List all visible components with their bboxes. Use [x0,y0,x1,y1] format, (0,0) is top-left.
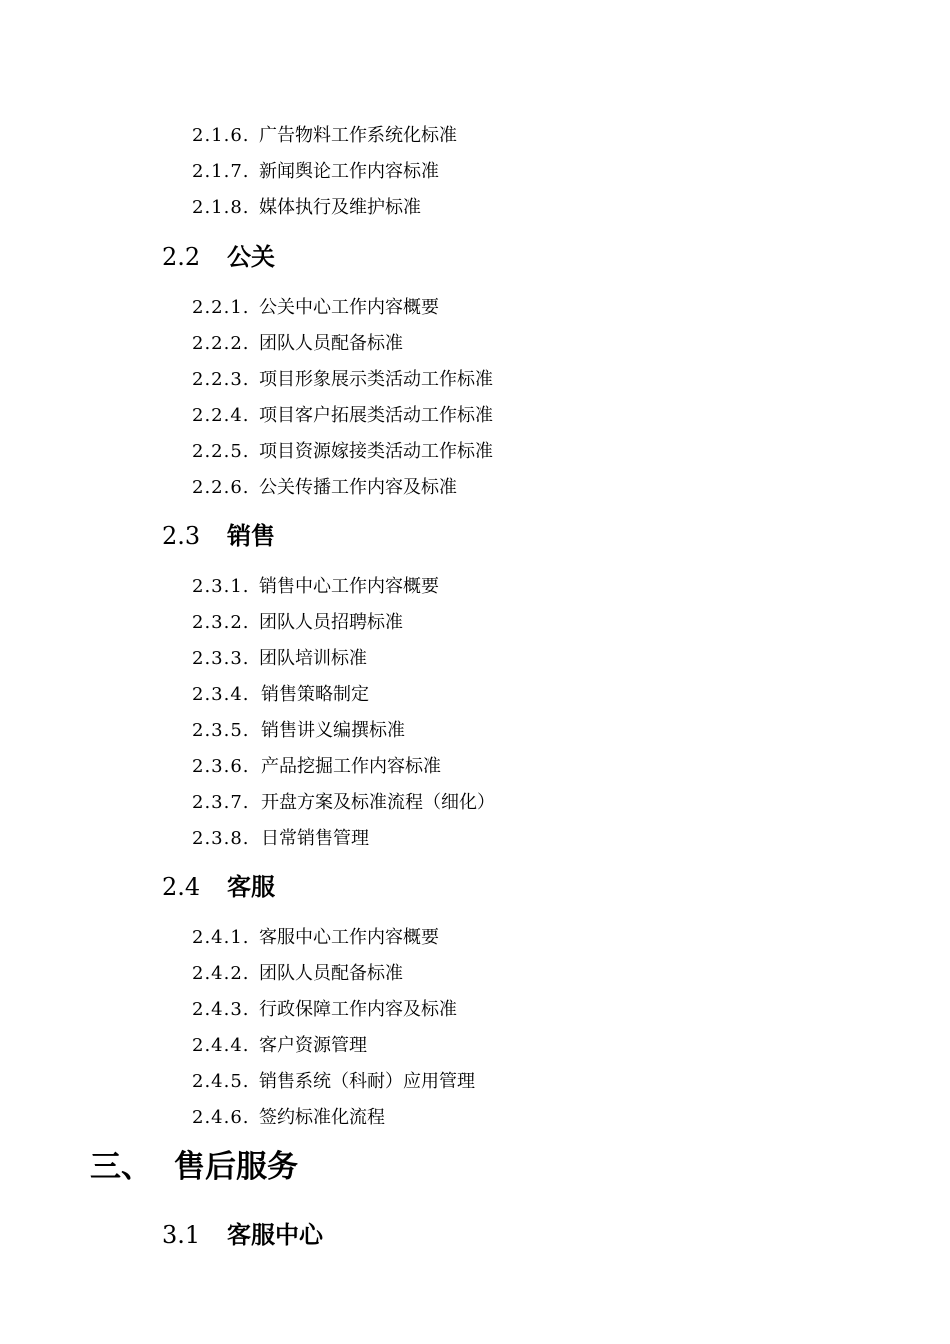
toc-entry-2-4-2[interactable] [192,962,403,986]
section-heading-2-2[interactable] [162,241,275,273]
toc-entry-title: 团队培训标准 [259,648,367,669]
toc-entry-number: 2.2.1. [192,297,250,318]
toc-entry-number: 2.3.5. [192,720,250,741]
toc-entry-title: 销售策略制定 [261,684,369,705]
toc-entry-2-3-8[interactable] [192,827,369,851]
toc-entry-number: 2.1.6. [192,125,250,146]
toc-entry-2-3-6[interactable] [192,755,441,779]
toc-entry-title: 团队人员配备标准 [259,963,403,984]
toc-entry-title: 公关中心工作内容概要 [259,297,439,318]
toc-entry-2-1-8[interactable] [192,196,421,220]
toc-entry-title: 销售讲义编撰标准 [261,720,405,741]
toc-entry-number: 2.2.2. [192,333,250,354]
toc-entry-number: 2.4.4. [192,1035,250,1056]
toc-entry-2-2-5[interactable] [192,440,493,464]
toc-entry-2-3-5[interactable] [192,719,405,743]
toc-entry-2-4-5[interactable] [192,1070,475,1094]
toc-entry-2-2-1[interactable] [192,296,439,320]
toc-entry-2-4-1[interactable] [192,926,439,950]
toc-entry-title: 项目资源嫁接类活动工作标准 [259,441,493,462]
section-number: 2.4 [162,873,201,901]
section-title: 销售 [227,521,275,550]
toc-entry-title: 签约标准化流程 [259,1107,385,1128]
toc-entry-number: 2.3.7. [192,792,250,813]
toc-entry-number: 2.2.5. [192,441,250,462]
section-number: 3.1 [162,1221,201,1249]
toc-entry-title: 新闻舆论工作内容标准 [259,161,439,182]
toc-entry-2-3-2[interactable] [192,611,403,635]
toc-entry-2-1-7[interactable] [192,160,439,184]
toc-entry-title: 开盘方案及标准流程（细化） [261,792,495,813]
toc-entry-title: 媒体执行及维护标准 [259,197,421,218]
toc-entry-number: 2.3.3. [192,648,250,669]
toc-entry-number: 2.2.6. [192,477,250,498]
chapter-title: 售后服务 [174,1149,298,1185]
toc-entry-title: 客户资源管理 [259,1035,367,1056]
toc-entry-number: 2.2.4. [192,405,250,426]
toc-entry-2-2-2[interactable] [192,332,403,356]
toc-entry-title: 广告物料工作系统化标准 [259,125,457,146]
section-heading-3-1[interactable] [162,1219,323,1251]
toc-entry-number: 2.1.8. [192,197,250,218]
toc-entry-2-3-4[interactable] [192,683,369,707]
toc-entry-title: 产品挖掘工作内容标准 [261,756,441,777]
toc-entry-number: 2.1.7. [192,161,250,182]
toc-entry-2-4-4[interactable] [192,1034,367,1058]
toc-entry-title: 客服中心工作内容概要 [259,927,439,948]
toc-entry-2-3-7[interactable] [192,791,495,815]
toc-entry-2-4-3[interactable] [192,998,457,1022]
toc-entry-title: 日常销售管理 [261,828,369,849]
toc-entry-title: 团队人员配备标准 [259,333,403,354]
section-heading-2-4[interactable] [162,871,275,903]
section-title: 客服中心 [227,1220,323,1249]
toc-entry-number: 2.4.1. [192,927,250,948]
toc-entry-title: 团队人员招聘标准 [259,612,403,633]
section-title: 公关 [227,242,275,271]
toc-entry-title: 销售系统（科耐）应用管理 [259,1071,475,1092]
toc-entry-number: 2.4.2. [192,963,250,984]
toc-entry-number: 2.4.5. [192,1071,250,1092]
toc-entry-title: 项目客户拓展类活动工作标准 [259,405,493,426]
toc-entry-number: 2.2.3. [192,369,250,390]
toc-entry-number: 2.3.6. [192,756,250,777]
toc-entry-title: 行政保障工作内容及标准 [259,999,457,1020]
toc-entry-number: 2.3.1. [192,576,250,597]
toc-entry-number: 2.4.3. [192,999,250,1020]
toc-entry-title: 项目形象展示类活动工作标准 [259,369,493,390]
toc-entry-2-1-6[interactable] [192,124,457,148]
section-number: 2.2 [162,243,201,271]
toc-entry-number: 2.4.6. [192,1107,250,1128]
toc-entry-2-2-3[interactable] [192,368,493,392]
section-number: 2.3 [162,522,201,550]
toc-entry-2-2-4[interactable] [192,404,493,428]
chapter-heading-3[interactable] [90,1147,298,1187]
section-title: 客服 [227,872,275,901]
toc-entry-2-3-3[interactable] [192,647,367,671]
chapter-number: 三、 [90,1149,152,1185]
toc-entry-number: 2.3.2. [192,612,250,633]
section-heading-2-3[interactable] [162,520,275,552]
toc-entry-2-4-6[interactable] [192,1106,385,1130]
toc-entry-title: 公关传播工作内容及标准 [259,477,457,498]
toc-entry-number: 2.3.8. [192,828,250,849]
toc-entry-2-3-1[interactable] [192,575,439,599]
toc-entry-title: 销售中心工作内容概要 [259,576,439,597]
toc-entry-2-2-6[interactable] [192,476,457,500]
toc-entry-number: 2.3.4. [192,684,250,705]
